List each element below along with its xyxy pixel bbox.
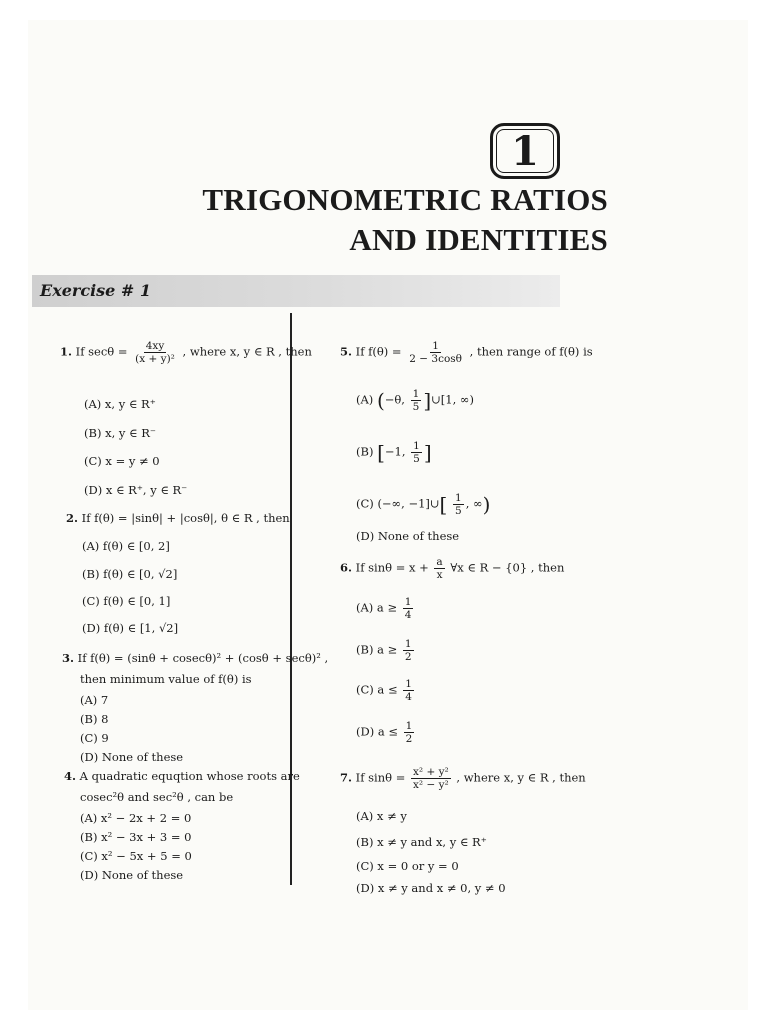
- fraction: $\frac{1}{2 - 3\cos\theta}$: [409, 340, 462, 366]
- q3-option-a: (A) 7: [80, 693, 109, 707]
- question-6: 6. If sinθ = x + $\frac{a}{x}$ ∀x ∈ R − {0} , then: [340, 556, 565, 582]
- q3-option-c: (C) 9: [80, 731, 109, 745]
- q7-option-c: (C) x = 0 or y = 0: [356, 859, 459, 873]
- fraction: $\frac{4xy}{\text{(x + y)²}}$: [135, 340, 175, 366]
- q5-option-b: (B) [−1, $\frac{1}{5}$ ]: [356, 440, 432, 466]
- exercise-header-band: [32, 275, 560, 307]
- column-divider: [290, 313, 292, 885]
- q7-option-a: (A) x ≠ y: [356, 809, 407, 823]
- question-3: 3. If f(θ) = (sinθ + cosecθ)² + (cosθ + secθ)² ,: [62, 651, 329, 665]
- q2-option-d: (D) f(θ) ∈ [1, √2]: [82, 621, 179, 635]
- q7-option-d: (D) x ≠ y and x ≠ 0, y ≠ 0: [356, 881, 506, 895]
- question-4-line2: cosec²θ and sec²θ , can be: [80, 790, 234, 804]
- q2-option-b: (B) f(θ) ∈ [0, √2]: [82, 567, 178, 581]
- q4-option-b: (B) x² − 3x + 3 = 0: [80, 830, 192, 844]
- chapter-title-line1: TRIGONOMETRIC RATIOS: [202, 182, 608, 217]
- q1-option-b: (B) x, y ∈ R⁻: [84, 426, 156, 440]
- q6-option-c: (C) a ≤ $\frac{1}{4}$: [356, 678, 412, 704]
- q4-option-a: (A) x² − 2x + 2 = 0: [80, 811, 192, 825]
- question-3-line2: then minimum value of f(θ) is: [80, 672, 252, 686]
- q2-option-c: (C) f(θ) ∈ [0, 1]: [82, 594, 171, 608]
- q5-option-a: (A) (−θ, $\frac{1}{5}$ ]∪[1, ∞): [356, 388, 474, 414]
- q1-option-c: (C) x = y ≠ 0: [84, 454, 160, 468]
- q4-option-c: (C) x² − 5x + 5 = 0: [80, 849, 192, 863]
- q1-option-a: (A) x, y ∈ R⁺: [84, 397, 156, 411]
- q7-option-b: (B) x ≠ y and x, y ∈ R⁺: [356, 835, 487, 849]
- q6-option-d: (D) a ≤ $\frac{1}{2}$: [356, 720, 413, 746]
- q3-option-b: (B) 8: [80, 712, 109, 726]
- exercise-label: Exercise # 1: [40, 281, 152, 300]
- q5-option-c: (C) (−∞, −1]∪[ $\frac{1}{5}$ , ∞): [356, 492, 491, 518]
- question-4: 4. A quadratic equqtion whose roots are: [64, 769, 300, 783]
- question-2: 2. If f(θ) = |sinθ| + |cosθ|, θ ∈ R , then: [66, 511, 290, 525]
- q1-option-d: (D) x ∈ R⁺, y ∈ R⁻: [84, 483, 188, 497]
- q3-option-d: (D) None of these: [80, 750, 184, 764]
- question-5: 5. If f(θ) = $\frac{1}{2 - 3\cos\theta}$ , then range of f(θ) is: [340, 340, 593, 366]
- question-1: 1. If secθ = $\frac{4xy}{\text{(x + y)²}}$ , where x, y ∈ R , then: [60, 340, 312, 366]
- q5-option-d: (D) None of these: [356, 529, 460, 543]
- question-7: 7. If sinθ = $\frac{\text{x² + y²}}{\text{x² − y²}}$ , where x, y ∈ R , then: [340, 766, 586, 792]
- q6-option-b: (B) a ≥ $\frac{1}{2}$: [356, 638, 412, 664]
- chapter-number: 1: [511, 127, 539, 175]
- q4-option-d: (D) None of these: [80, 868, 184, 882]
- q2-option-a: (A) f(θ) ∈ [0, 2]: [82, 539, 170, 553]
- chapter-title-line2: AND IDENTITIES: [349, 222, 608, 257]
- q6-option-a: (A) a ≥ $\frac{1}{4}$: [356, 596, 412, 622]
- chapter-number-badge: [490, 123, 560, 179]
